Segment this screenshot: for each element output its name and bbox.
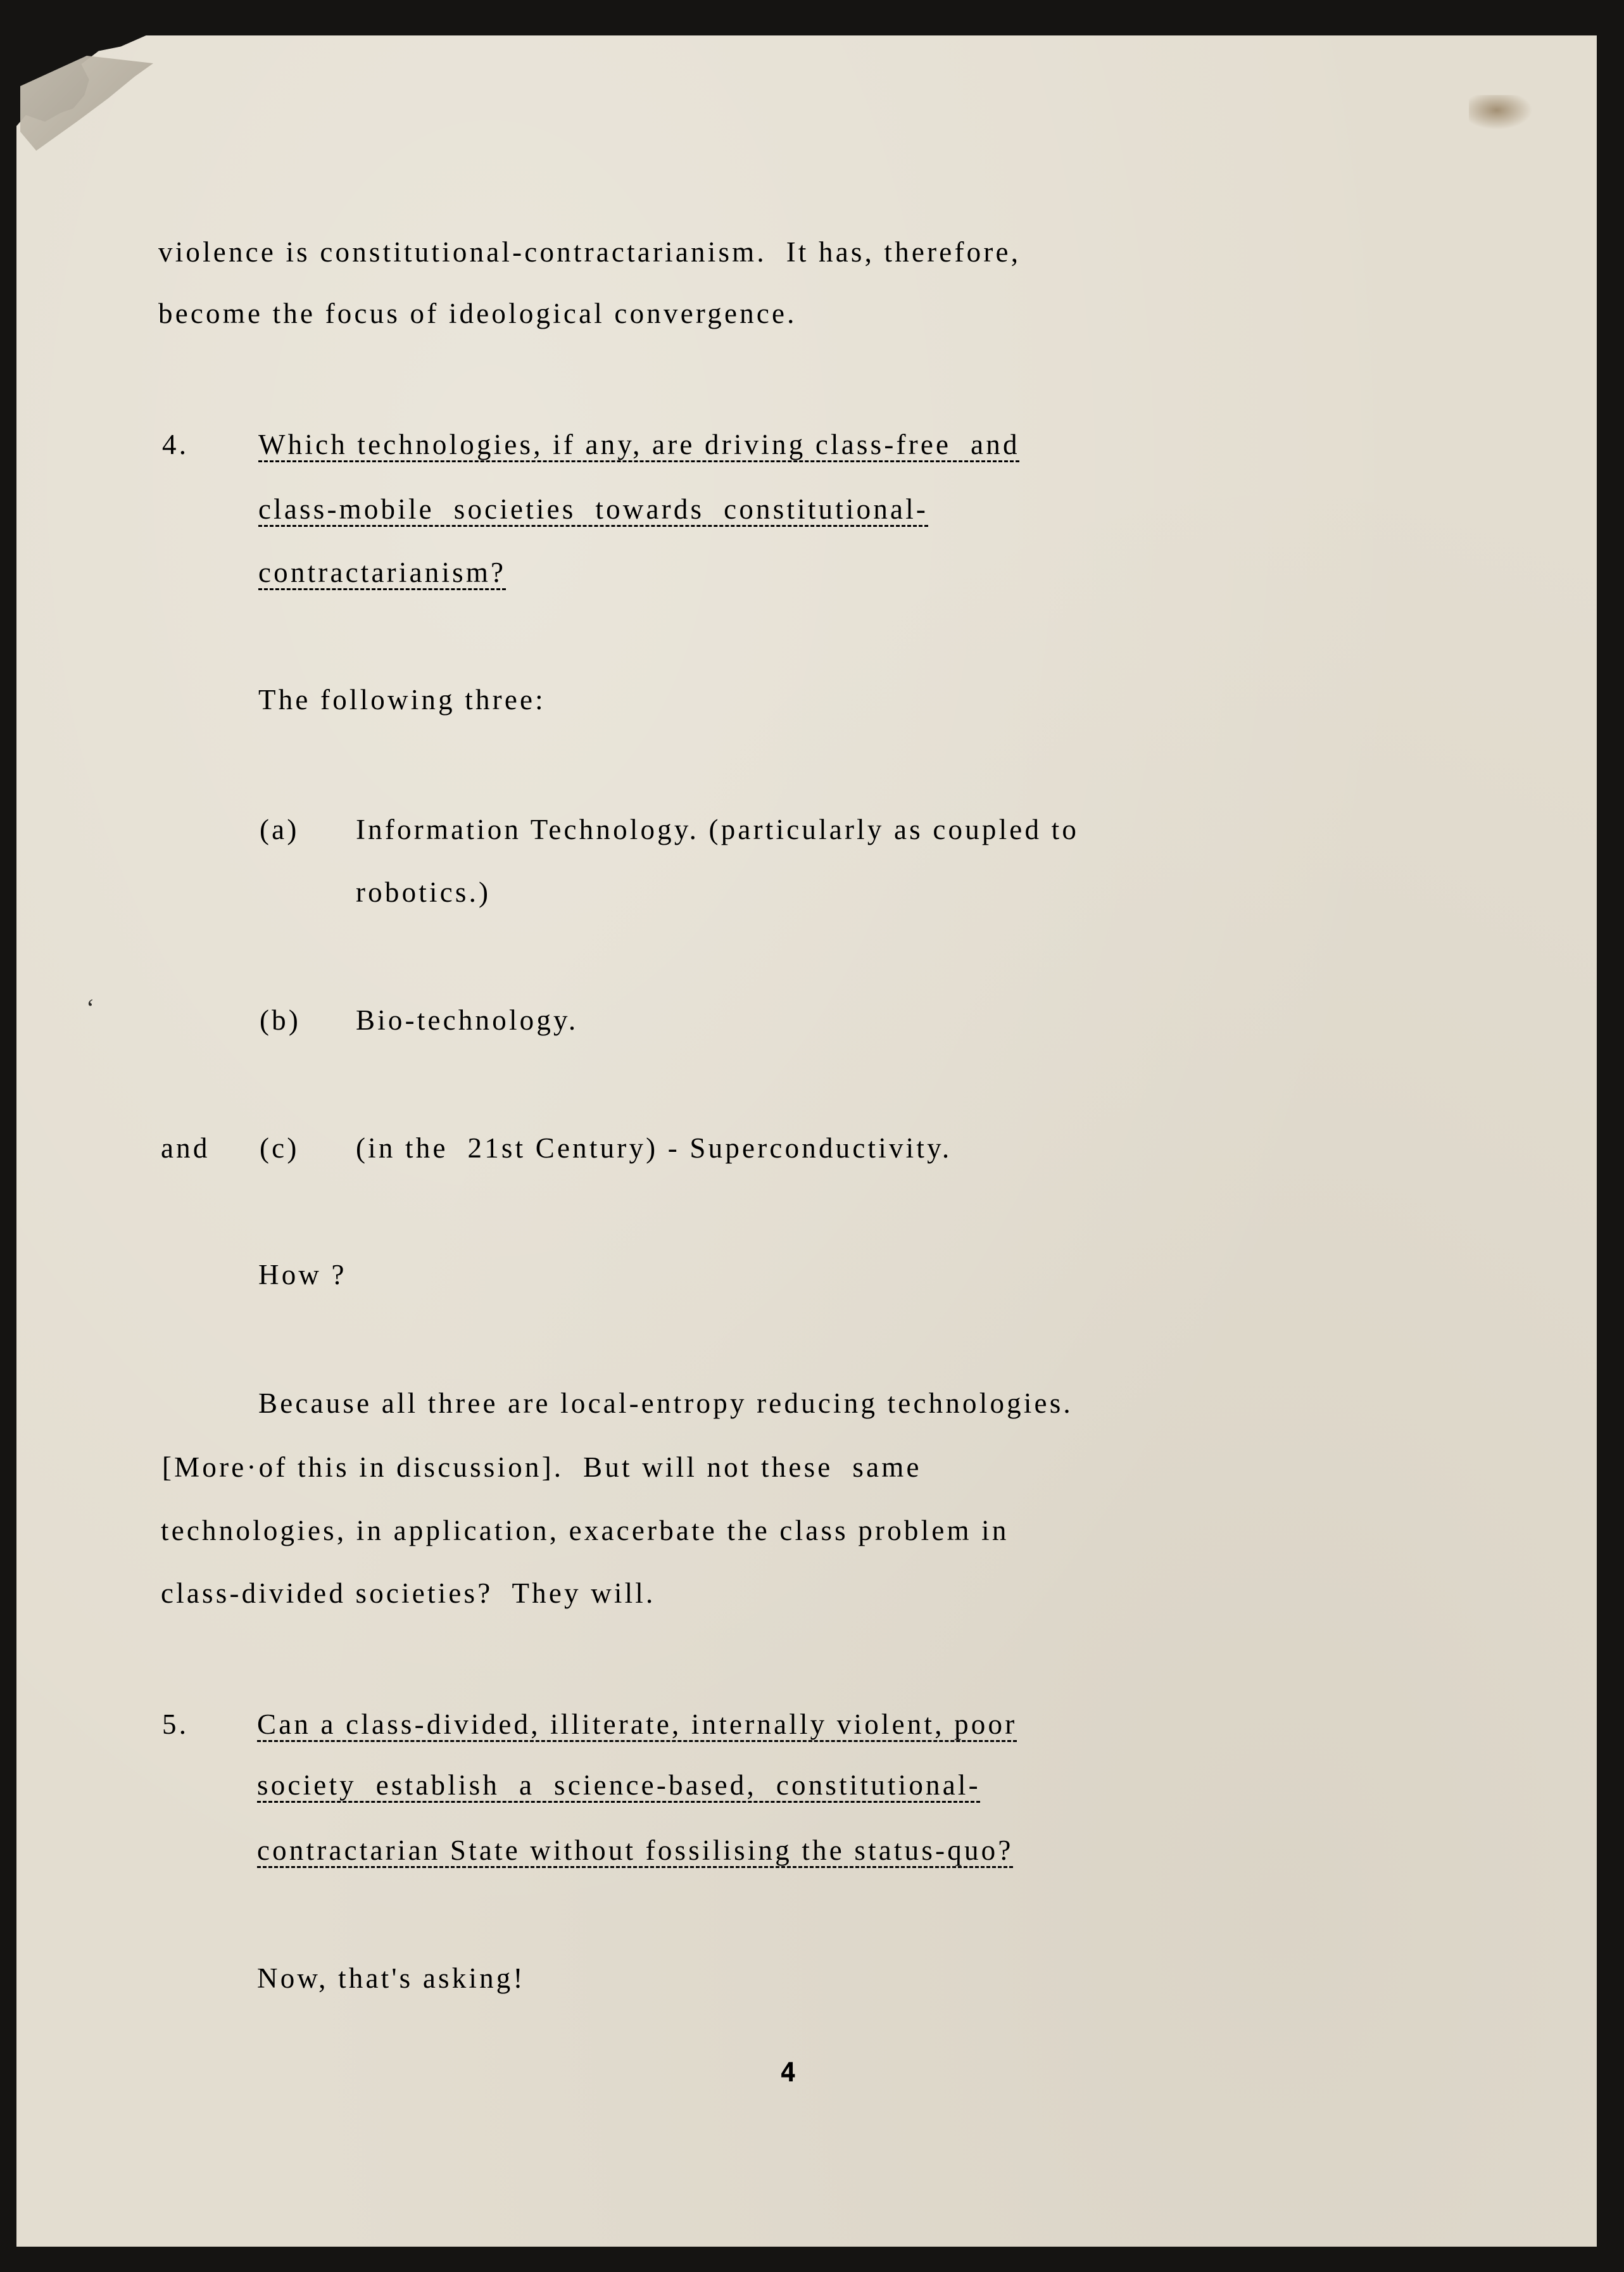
opening-line-1: violence is constitutional-contractarianism. It has, therefore, <box>158 236 1021 268</box>
question-4-line-3: contractarianism? <box>258 557 507 588</box>
closing-remark: Now, that's asking! <box>257 1962 526 1994</box>
how-question: How ? <box>258 1259 347 1291</box>
question-4-line-2: class-mobile societies towards constitutional- <box>258 493 929 525</box>
page-number: 4 <box>780 2057 796 2088</box>
paragraph-line-2: [More·of this in discussion]. But will not these same <box>162 1451 922 1483</box>
paragraph-line-4: class-divided societies? They will. <box>161 1577 656 1609</box>
question-5-line-1: Can a class-divided, illiterate, internally violent, poor <box>257 1708 1017 1740</box>
opening-line-2: become the focus of ideological convergence. <box>158 298 797 329</box>
paragraph-line-3: technologies, in application, exacerbate the class problem in <box>161 1515 1009 1546</box>
question-4-line-1: Which technologies, if any, are driving class-free and <box>258 429 1020 460</box>
question-5-number: 5. <box>162 1708 189 1740</box>
answer-4-intro: The following three: <box>258 684 546 716</box>
paper-stain <box>1469 95 1539 133</box>
item-a-line-2: robotics.) <box>356 876 491 908</box>
item-c-text: (in the 21st Century) - Superconductivity. <box>356 1132 952 1164</box>
item-b-text: Bio-technology. <box>356 1004 579 1036</box>
question-4-number: 4. <box>162 429 189 460</box>
paragraph-line-1: Because all three are local-entropy reducing technologies. <box>258 1387 1073 1419</box>
question-5-line-2: society establish a science-based, constitutional- <box>257 1769 981 1801</box>
question-5-line-3: contractarian State without fossilising the status-quo? <box>257 1834 1014 1866</box>
item-b-label: (b) <box>260 1004 301 1036</box>
margin-mark: ‘ <box>86 994 95 1022</box>
item-a-label: (a) <box>260 814 299 845</box>
item-c-prefix: and <box>161 1132 210 1164</box>
item-a-line-1: Information Technology. (particularly as coupled to <box>356 814 1080 845</box>
item-c-label: (c) <box>260 1132 299 1164</box>
